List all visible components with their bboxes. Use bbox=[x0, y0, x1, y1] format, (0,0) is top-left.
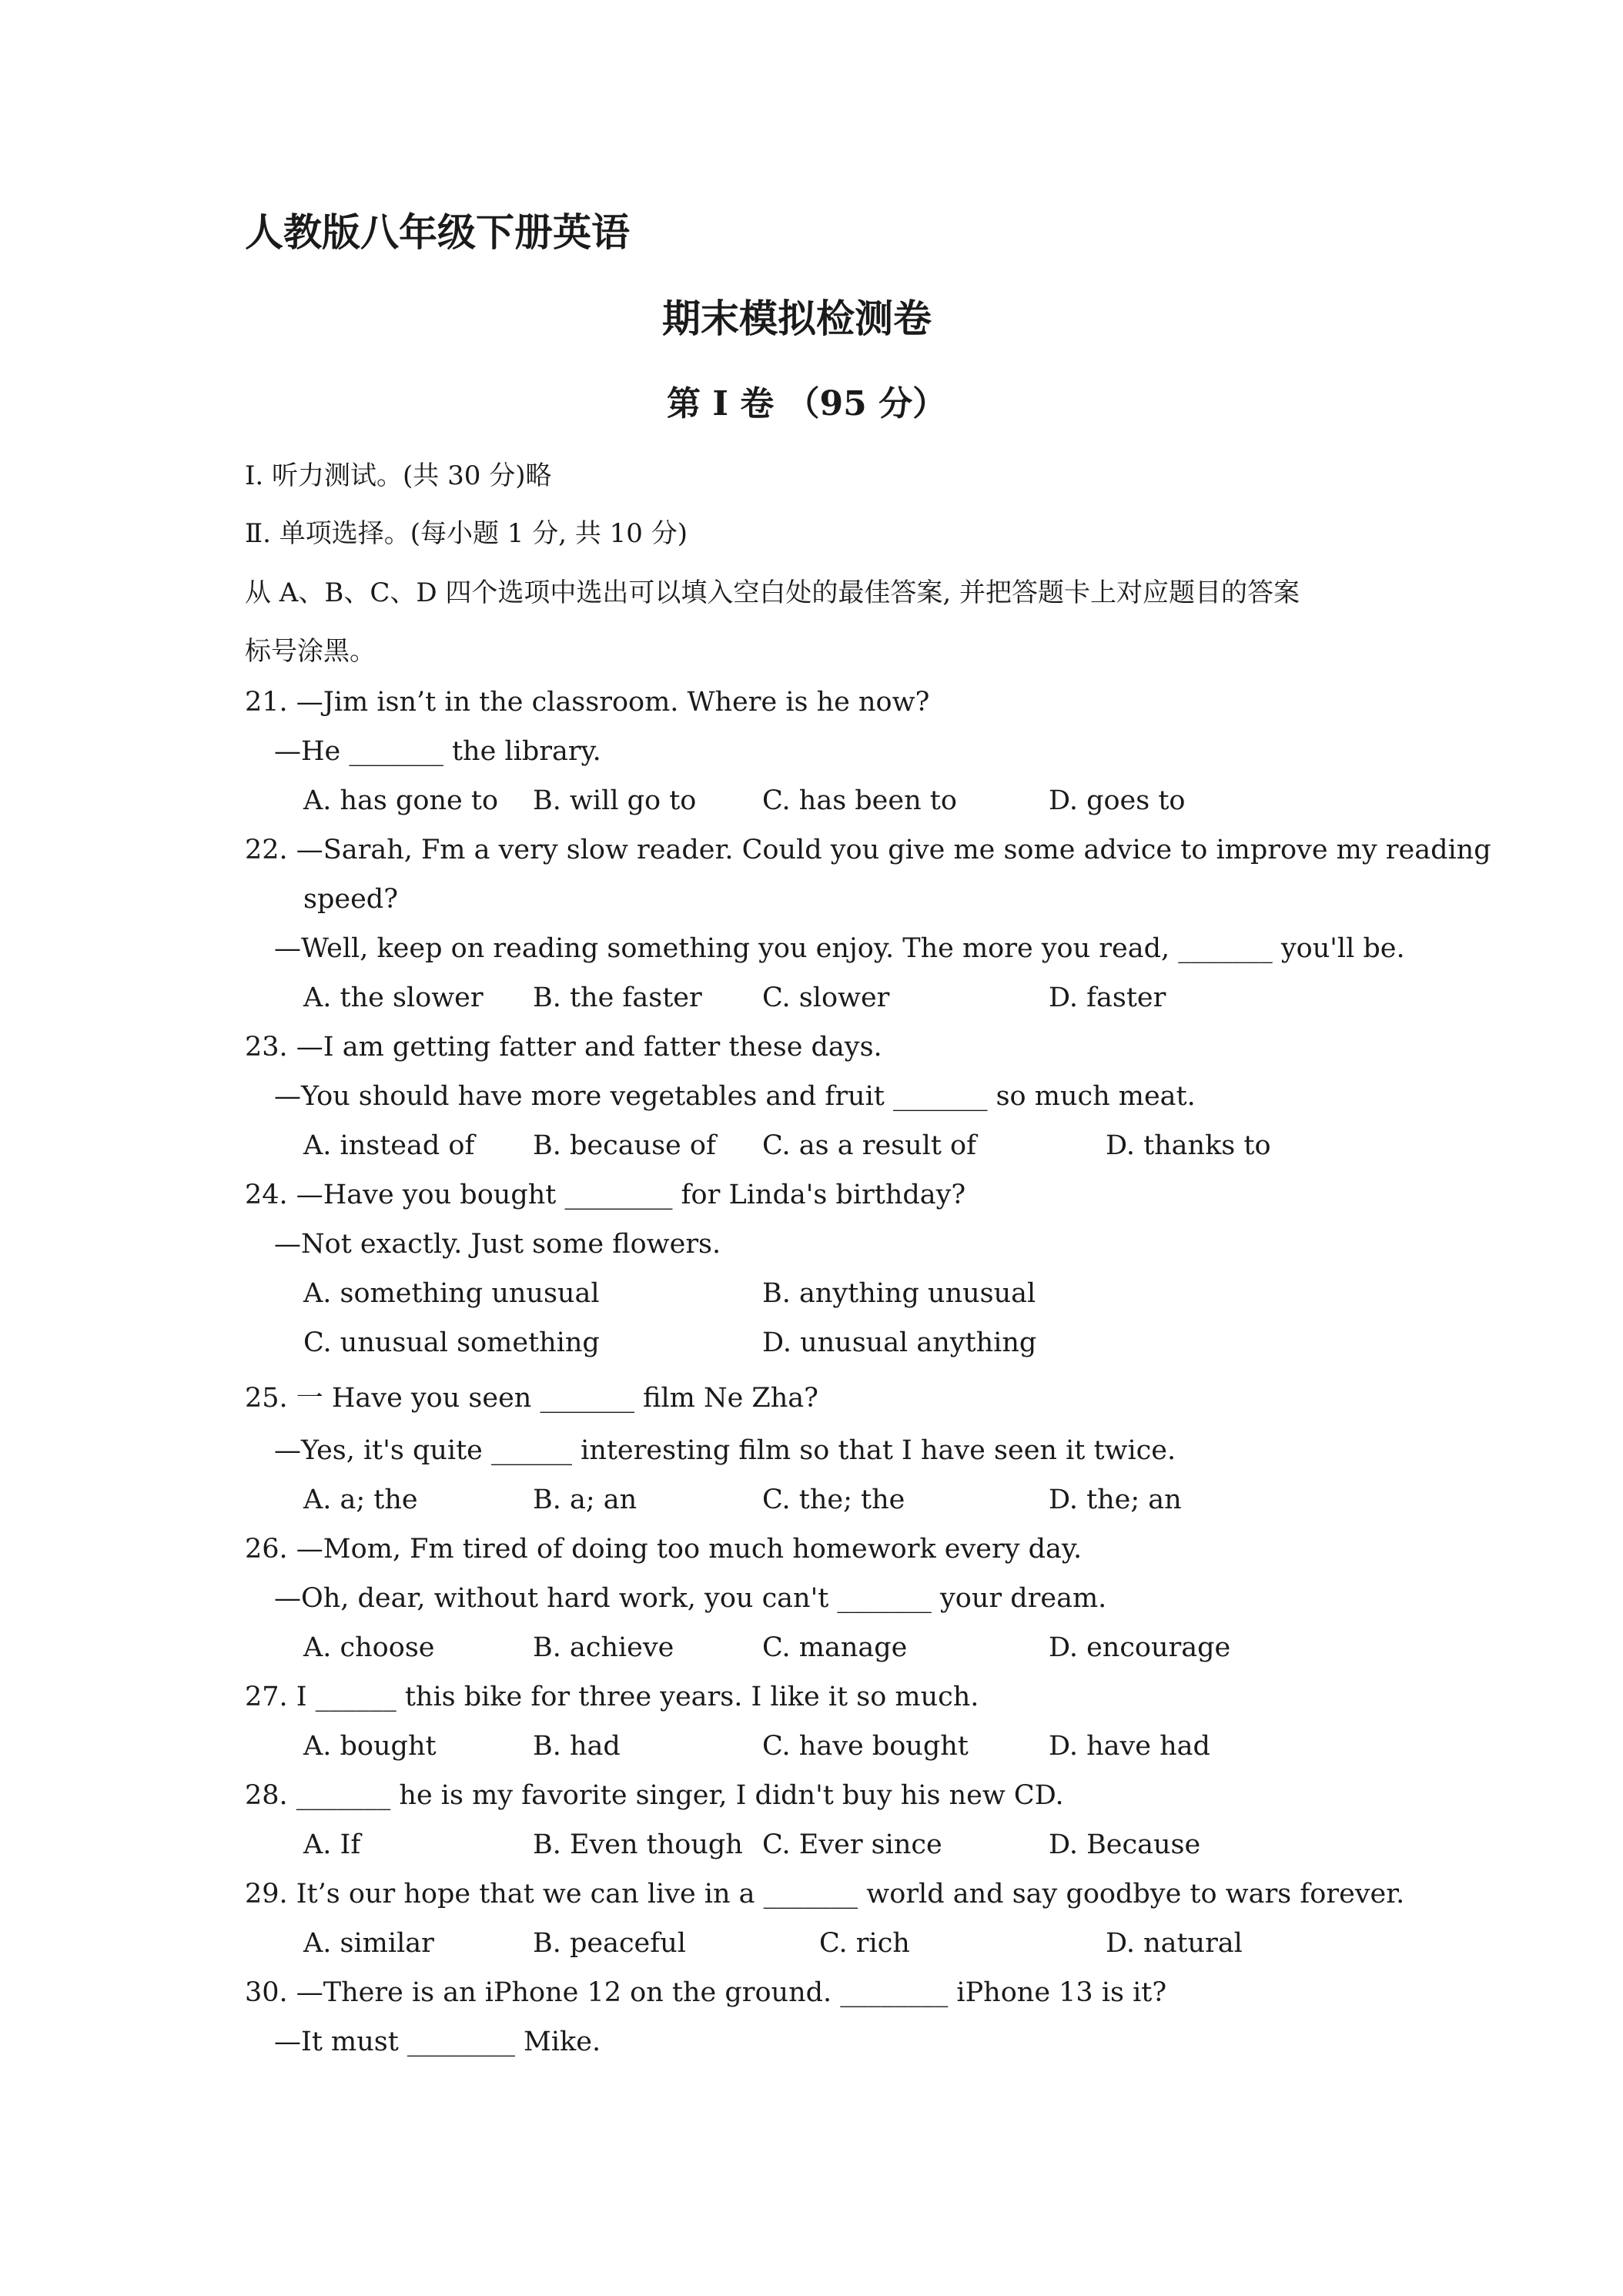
question-reply: —He _______ the library. bbox=[274, 736, 601, 767]
question-stem: 27. I ______ this bike for three years. I like it so much. bbox=[245, 1682, 979, 1712]
document-title: 人教版八年级下册英语 bbox=[245, 210, 630, 255]
option-c: C. rich bbox=[819, 1928, 910, 1959]
question-reply: —Well, keep on reading something you enjoy. The more you read, _______ you'll be. bbox=[274, 933, 1405, 964]
option-a: A. choose bbox=[303, 1632, 435, 1663]
option-a: A. has gone to bbox=[303, 785, 499, 816]
question-stem: 30. —There is an iPhone 12 on the ground. ________ iPhone 13 is it? bbox=[245, 1977, 1167, 2008]
option-c: C. the; the bbox=[762, 1484, 905, 1515]
option-a: A. bought bbox=[303, 1731, 437, 1762]
option-b: B. will go to bbox=[533, 785, 697, 816]
question-stem: 28. _______ he is my favorite singer, I didn't buy his new CD. bbox=[245, 1780, 1064, 1811]
question-reply: —It must ________ Mike. bbox=[274, 2027, 601, 2057]
option-c: C. have bought bbox=[762, 1731, 969, 1762]
option-c: C. Ever since bbox=[762, 1829, 942, 1860]
question-stem: 29. It’s our hope that we can live in a _______ world and say goodbye to wars forever. bbox=[245, 1879, 1405, 1909]
option-b: B. the faster bbox=[533, 982, 702, 1013]
question-reply: —Oh, dear, without hard work, you can't _______ your dream. bbox=[274, 1583, 1107, 1614]
option-b: B. because of bbox=[533, 1130, 716, 1161]
option-d: D. thanks to bbox=[1106, 1130, 1271, 1161]
option-b: B. had bbox=[533, 1731, 621, 1762]
instruction-line-2: 标号涂黑。 bbox=[245, 636, 376, 667]
question-stem-continued: speed? bbox=[303, 884, 398, 915]
question-stem: 26. —Mom, Fm tired of doing too much homework every day. bbox=[245, 1534, 1083, 1565]
section-listening: I. 听力测试。(共 30 分)略 bbox=[245, 460, 552, 491]
option-d: D. goes to bbox=[1049, 785, 1186, 816]
option-c: C. unusual something bbox=[303, 1327, 600, 1358]
option-d: D. have had bbox=[1049, 1731, 1210, 1762]
part-heading: 第 I 卷 （95 分） bbox=[667, 384, 947, 423]
option-c: C. has been to bbox=[762, 785, 957, 816]
option-d: D. the; an bbox=[1049, 1484, 1182, 1515]
option-a: A. similar bbox=[303, 1928, 434, 1959]
option-b: B. peaceful bbox=[533, 1928, 686, 1959]
question-stem: 21. —Jim isn’t in the classroom. Where is he now? bbox=[245, 687, 930, 718]
option-a: A. something unusual bbox=[303, 1278, 600, 1309]
exam-subtitle: 期末模拟检测卷 bbox=[662, 296, 932, 341]
option-d: D. Because bbox=[1049, 1829, 1201, 1860]
question-reply: —Yes, it's quite ______ interesting film so that I have seen it twice. bbox=[274, 1435, 1176, 1466]
option-d: D. encourage bbox=[1049, 1632, 1231, 1663]
question-stem: 25. 一 Have you seen _______ film Ne Zha? bbox=[245, 1383, 818, 1414]
option-b: B. a; an bbox=[533, 1484, 637, 1515]
instruction-line-1: 从 A、B、C、D 四个选项中选出可以填入空白处的最佳答案, 并把答题卡上对应题目的答案 bbox=[245, 577, 1300, 608]
question-stem: 24. —Have you bought ________ for Linda's birthday? bbox=[245, 1180, 966, 1210]
option-d: D. natural bbox=[1106, 1928, 1243, 1959]
section-single-choice: Ⅱ. 单项选择。(每小题 1 分, 共 10 分) bbox=[245, 518, 688, 549]
option-c: C. manage bbox=[762, 1632, 908, 1663]
question-stem: 22. —Sarah, Fm a very slow reader. Could you give me some advice to improve my reading bbox=[245, 835, 1491, 865]
option-b: B. achieve bbox=[533, 1632, 674, 1663]
option-b: B. anything unusual bbox=[762, 1278, 1036, 1309]
question-reply: —You should have more vegetables and fruit _______ so much meat. bbox=[274, 1081, 1196, 1112]
option-d: D. unusual anything bbox=[762, 1327, 1037, 1358]
option-a: A. the slower bbox=[303, 982, 484, 1013]
option-a: A. a; the bbox=[303, 1484, 418, 1515]
option-b: B. Even though bbox=[533, 1829, 743, 1860]
option-d: D. faster bbox=[1049, 982, 1166, 1013]
option-c: C. slower bbox=[762, 982, 890, 1013]
option-c: C. as a result of bbox=[762, 1130, 977, 1161]
option-a: A. If bbox=[303, 1829, 361, 1860]
question-stem: 23. —I am getting fatter and fatter these days. bbox=[245, 1032, 882, 1063]
option-a: A. instead of bbox=[303, 1130, 475, 1161]
question-reply: —Not exactly. Just some flowers. bbox=[274, 1229, 721, 1260]
